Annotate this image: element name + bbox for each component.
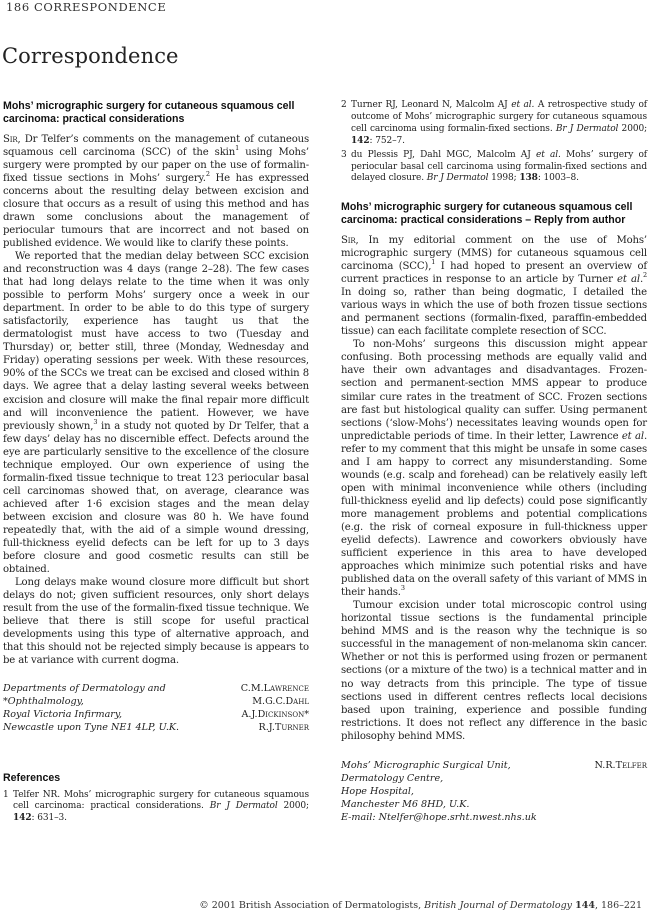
running-head: 186 CORRESPONDENCE [6, 0, 167, 14]
author-name: R.J.Turner [258, 721, 309, 733]
affiliation-row [341, 798, 647, 811]
letter2-affiliation [341, 759, 647, 824]
affiliation-text: Hope Hospital, [341, 785, 414, 797]
text-run: du Plessis PJ, Dahl MGC, Malcolm AJ [351, 149, 531, 160]
affiliation-row [3, 721, 309, 734]
page-range: , 186–221 [594, 900, 642, 911]
affiliation-row [3, 695, 309, 708]
citation-sup: 1 [431, 258, 436, 267]
reference-number: 3 [341, 149, 347, 160]
text-run: Mohs’ surgery of periocular basal cell carcinoma using formalin-fixed sections and delayed closure. [351, 149, 648, 184]
author-name: A.J.Dickinson* [241, 708, 309, 720]
et-al: et al. [511, 100, 535, 110]
page-footer [199, 900, 642, 911]
text-run: To non-Mohs’ surgeons this discussion might appear confusing. Both processing methods are equally valid and have their own advantages and disadvantages. Frozen-section and permanent-section MMS appear to produce similar cure rates in the treatment of SCC. Frozen sections are fast but histological quality can suffer. Using permanent sections (‘slow-Mohs’) necessitates leaving wounds open for unpredictable periods of time. In their letter, Lawrence [341, 339, 647, 442]
text-run: : 1003–8. [537, 173, 579, 184]
reference-text [351, 150, 647, 186]
text-run: He has expressed concerns about the resulting delay between excision and closure that occurs as a result of using this method and has drawn some conclusions about the management of periocular tumours that are incorrect and not based on published evidence. We would like to clarify these points. [3, 172, 309, 249]
reference-item [3, 790, 309, 826]
citation-sup: 3 [93, 417, 98, 426]
reference-text [351, 100, 647, 148]
text-run: : 752–7. [369, 135, 405, 146]
section-title: Correspondence [2, 44, 179, 68]
volume: 138 [519, 173, 538, 184]
text-run: : 631–3. [31, 813, 67, 824]
journal-name: Br J Dermatol [426, 173, 489, 184]
text-run: Turner RJ, Leonard N, Malcolm AJ [351, 100, 508, 110]
salutation: Sir, [341, 234, 359, 246]
volume: 142 [351, 135, 370, 146]
citation-sup: 2 [643, 271, 648, 280]
text-run: 1998; [488, 173, 517, 184]
et-al: et al. [617, 274, 644, 286]
affiliation-row [341, 811, 647, 824]
salutation: Sir, [3, 133, 21, 145]
copyright-text: © 2001 British Association of Dermatologists, [199, 900, 425, 911]
text-run: 2000; [618, 123, 647, 134]
affiliation-text: Departments of Dermatology and [3, 682, 166, 694]
reference-number: 1 [3, 789, 9, 800]
reference-item [341, 150, 647, 186]
letter2-title: Mohs’ micrographic surgery for cutaneous squamous cell carcinoma: practical considerations – Reply from author [341, 201, 633, 227]
author-name: M.G.C.Dahl [252, 695, 309, 707]
letter1-title: Mohs’ micrographic surgery for cutaneous squamous cell carcinoma: practical considerations [3, 100, 295, 125]
text-run: In doing so, rather than being dogmatic, I detailed the various ways in which the use of both frozen tissue sections and permanent sections (formalin-fixed, paraffin-embedded tissue) can each facilitate complete resection of SCC. [341, 287, 647, 338]
affiliation-text: *Ophthalmology, [3, 695, 84, 707]
right-column [341, 100, 647, 824]
left-column [3, 100, 309, 827]
affiliation-row [341, 772, 647, 785]
journal-name: Br J Dermatol [209, 801, 278, 812]
journal-name: Br J Dermatol [555, 123, 619, 134]
affiliation-text: Royal Victoria Infirmary, [3, 708, 123, 720]
author-name: N.R.Telfer [594, 759, 647, 771]
reference-number: 2 [341, 100, 347, 110]
citation-sup: 3 [400, 584, 405, 593]
journal-volume: 144 [575, 900, 595, 911]
letter1-paragraph-3: Long delays make wound closure more difficult but short delays do not; given sufficient resources, only short delays result from the use of the formalin-fixed tissue technique. We believe that there is still scope for useful practical developments using this type of alternative approach, and that this should not be rejected simply because is appears to be at variance with current dogma. [3, 577, 309, 667]
citation-sup: 2 [205, 169, 210, 178]
text-run: A retrospective study of outcome of Mohs’ micrographic surgery for cutaneous squamous cell carcinoma using formalin-fixed sections. [351, 100, 648, 134]
journal-title: British Journal of Dermatology [424, 900, 573, 911]
text-run: In my editorial comment on the use of Mohs’ micrographic surgery (MMS) for cutaneous squamous cell carcinoma (SCC), [341, 234, 647, 273]
text-run: 2000; [277, 801, 309, 812]
affiliation-row [3, 682, 309, 695]
et-al: et al. [535, 149, 561, 160]
email-address[interactable]: E-mail: Ntelfer@hope.srht.nwest.nhs.uk [341, 811, 537, 823]
text-run: Dr Telfer’s comments on the management of cutaneous squamous cell carcinoma (SCC) of the skin [3, 133, 309, 158]
affiliation-text: Newcastle upon Tyne NE1 4LP, U.K. [3, 721, 180, 733]
affiliation-text: Manchester M6 8HD, U.K. [341, 798, 470, 810]
text-run: refer to my comment that this might be unsafe in some cases and I am happy to correct any misunderstanding. Some wounds (e.g. scalp and forehead) can be relatively easily left open with minimal inconvenience while others (including full-thickness eyelid and lip defects) could pose significantly more management problems and potential complications (e.g. the risk of corneal exposure in full-thickness upper eyelid defects). Lawrence and coworkers obviously have sufficient experience in this area to have developed approaches which minimize such potential risks and have published data on the overall safety of this variant of MMS in their hands. [341, 443, 647, 599]
text-run: Telfer NR. Mohs’ micrographic surgery for cutaneous squamous cell carcinoma: practical considerations. [13, 789, 309, 812]
letter2-paragraph-1 [341, 234, 647, 338]
affiliation-row [341, 759, 647, 772]
letter2-paragraph-3: Tumour excision under total microscopic control using horizontal tissue sections is the fundamental principle behind MMS and is the reason why the technique is so successful in the management of non-melanoma skin cancer. Whether or not this is performed using frozen or permanent sections (or a mixture of the two) is a technical matter and in no way detracts from this principle. The type of tissue sections used in different centres reflects local decisions based upon training, experience and possible funding restrictions. It does not reflect any difference in the basic philosophy behind MMS. [341, 600, 647, 742]
volume: 142 [13, 813, 32, 824]
reference-item [341, 100, 647, 148]
letter1-affiliation [3, 682, 309, 734]
affiliation-row [3, 708, 309, 721]
text-run: in a study not quoted by Dr Telfer, that a few days’ delay has no discernible effect. Defects around the eye are particularly sensitive to the excellence of the closure technique employed. Our own experience of using the formalin-fixed tissue technique to treat 123 periocular basal cell carcinomas showed that, on average, clearance was achieved after 1·6 excision stages and the mean delay between excision and closure was 80 h. We have found repeatedly that, with the aid of a simple wound dressing, full-thickness eyelid defects can be left for up to 3 days before closure and good cosmetic results can still be obtained. [3, 420, 309, 576]
reference-text [13, 790, 309, 826]
letter1-paragraph-2 [3, 250, 309, 576]
affiliation-text: Mohs’ Micrographic Surgical Unit, [341, 759, 511, 771]
et-al: et al. [621, 430, 647, 442]
author-name: C.M.Lawrence [240, 682, 309, 694]
text-run: We reported that the median delay between SCC excision and reconstruction was 4 days (range 2–28). The few cases that had long delays relate to the time when it was only possible to perform Mohs’ surgery once a week in our department. In order to be able to do this type of surgery satisfactorily, experience has taught us that the dermatologist must have access to two (Tuesday and Thursday) or, better still, three (Monday, Wednesday and Friday) operating sessions per week. With these resources, 90% of the SCCs we treat can be excised and closed within 8 days. We agree that a delay lasting several weeks between excision and closure will make the final repair more difficult and will inconvenience the patient. However, we have previously shown, [3, 251, 309, 432]
references-heading: References [3, 771, 61, 784]
text-run: I had hoped to present an overview of current practices in response to an article by Turner [341, 261, 647, 286]
letter1-paragraph-1 [3, 133, 309, 250]
affiliation-text: Dermatology Centre, [341, 772, 444, 784]
citation-sup: 1 [235, 143, 240, 152]
letter2-paragraph-2 [341, 338, 647, 599]
affiliation-row [341, 785, 647, 798]
text-run: using Mohs’ surgery were prompted by our paper on the use of formalin-fixed tissue sections in Mohs’ surgery. [3, 146, 309, 184]
